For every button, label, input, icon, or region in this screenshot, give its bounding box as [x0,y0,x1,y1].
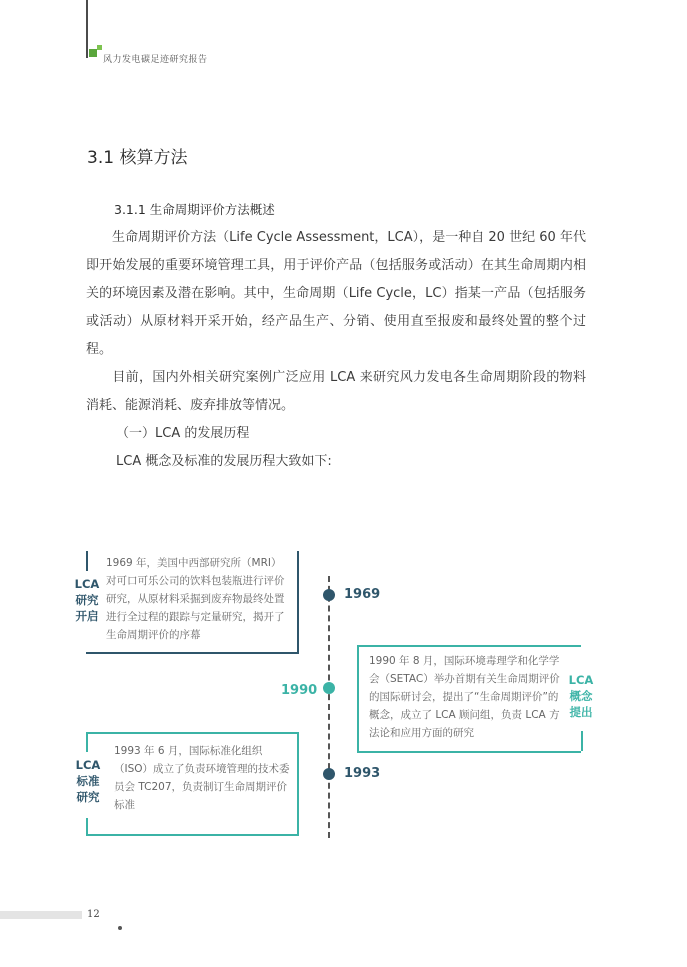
paragraph-lca-definition: 生命周期评价方法（Life Cycle Assessment，LCA），是一种自 20 世纪 60 年代即开始发展的重要环境管理工具，用于评价产品（包括服务或活动）在其生命周期内相关的环境因素及潜在影响。其中，生命周期（Life Cycle，LC）指某一产品（包括服务或活动）从原材料开采开始，经产品生产、分销、使用直至报废和最终处置的整个过程。 [86,230,586,357]
timeline-event-1993-label: LCA 标准 研究 [72,757,104,805]
timeline-event-1969-box [86,551,299,654]
footer-bar [0,911,82,919]
timeline-event-1990-box [357,645,581,753]
timeline-event-1990-text: 1990 年 8 月，国际环境毒理学和化学学会（SETAC）举办首期有关生命周期评价的国际研讨会，提出了“生命周期评价”的概念，成立了 LCA 顾问组，负责 LCA 方法论和应用方面的研究 [369,655,560,739]
header-rule [86,0,88,58]
timeline-axis [328,576,330,838]
timeline-dot-1969 [323,589,335,601]
page-number: 12 [87,909,100,920]
section-title: 3.1 核算方法 [87,148,188,168]
timeline-dot-1993 [323,768,335,780]
subheading-lca-history: （一）LCA 的发展历程 [116,426,250,441]
timeline-event-1990-label: LCA 概念 提出 [566,672,596,720]
timeline-dot-1990 [323,682,335,694]
timeline-event-1969-label: LCA 研究 开启 [72,576,102,624]
timeline-year-1969: 1969 [344,587,381,602]
timeline-year-1993: 1993 [344,766,381,781]
timeline-event-1993-box [86,732,299,836]
header-green-square-small [97,45,102,50]
header-green-square [89,49,97,57]
footer-dot [118,926,122,930]
paragraph-lca-application: 目前，国内外相关研究案例广泛应用 LCA 来研究风力发电各生命周期阶段的物料消耗、能源消耗、废弃排放等情况。 [86,370,586,413]
timeline-event-1969-text: 1969 年，美国中西部研究所（MRI）对可口可乐公司的饮料包装瓶进行评价研究，从原材料采掘到废弃物最终处置进行全过程的跟踪与定量研究，揭开了生命周期评价的序幕 [106,557,285,641]
paragraph-history-intro: LCA 概念及标准的发展历程大致如下: [116,454,332,469]
timeline-year-1990: 1990 [281,683,318,698]
timeline-event-1993-text: 1993 年 6 月，国际标准化组织（ISO）成立了负责环境管理的技术委员会 TC207，负责制订生命周期评价标准 [114,745,290,811]
running-header-title: 风力发电碳足迹研究报告 [103,55,208,65]
subsection-title: 3.1.1 生命周期评价方法概述 [114,202,275,217]
